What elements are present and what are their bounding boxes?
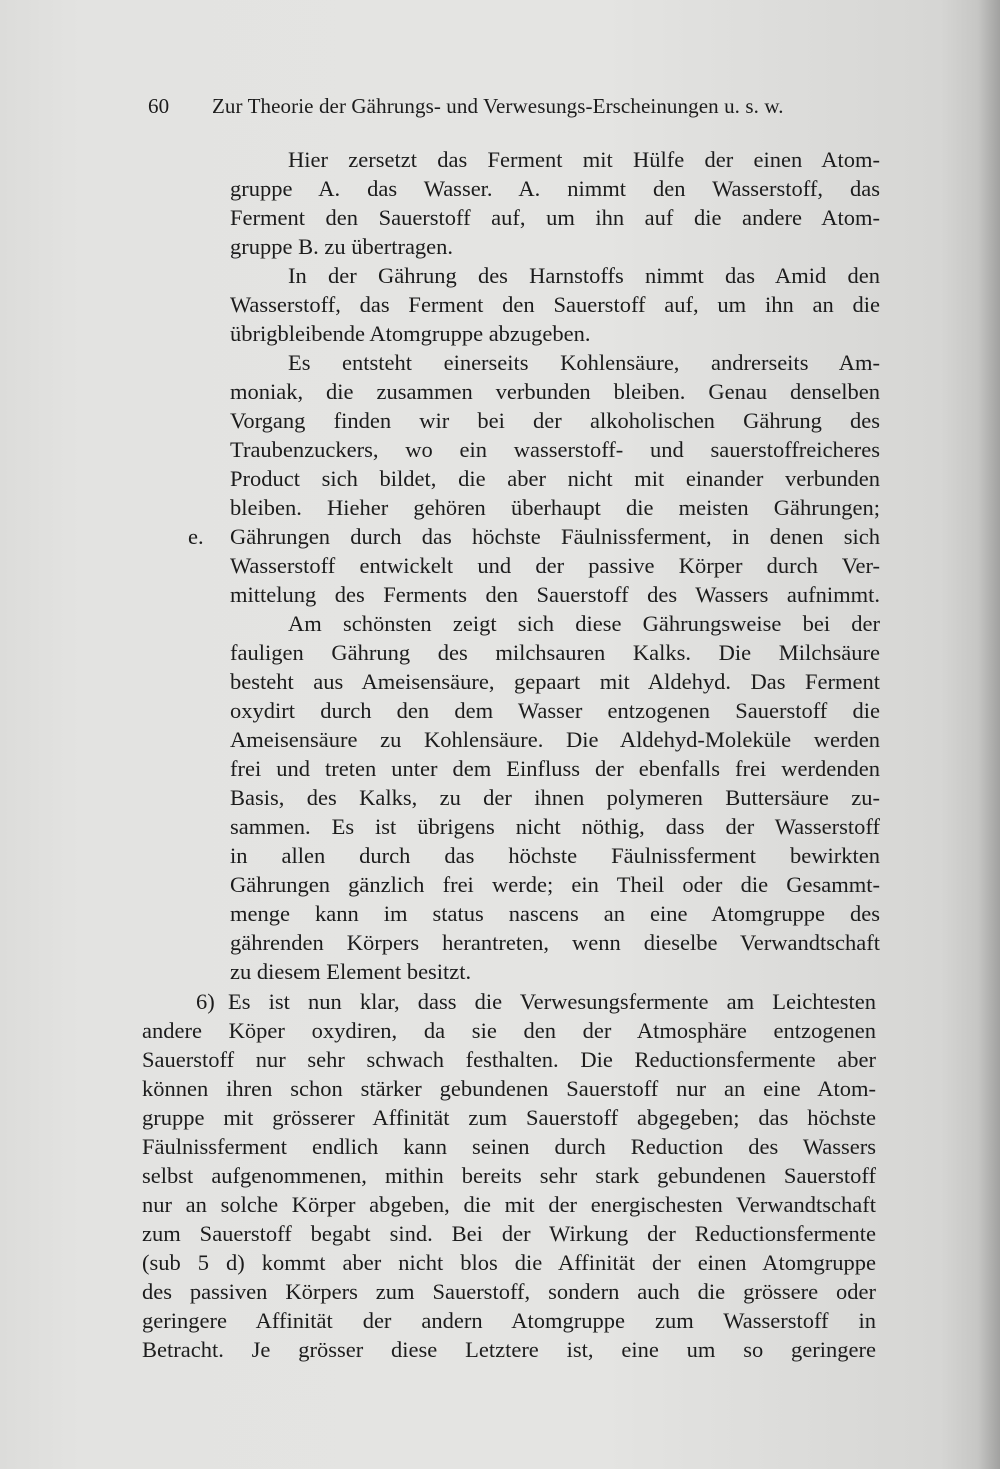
text-line: oxydirt durch den dem Wasser entzogenen Sauerstoff die: [230, 698, 880, 723]
text-line: fauligen Gährung des milchsauren Kalks. Die Milchsäure: [230, 640, 880, 665]
text-line: Product sich bildet, die aber nicht mit einander verbunden: [230, 466, 880, 491]
list-marker-6: 6): [196, 989, 215, 1014]
text-line: moniak, die zusammen verbunden bleiben. Genau denselben: [230, 379, 880, 404]
text-line: sammen. Es ist übrigens nicht nöthig, dass der Wasserstoff: [230, 814, 880, 839]
text-line: Basis, des Kalks, zu der ihnen polymeren Buttersäure zu-: [230, 785, 880, 810]
text-line: Fäulnissferment endlich kann seinen durch Reduction des Wassers: [142, 1134, 876, 1159]
text-line: gruppe mit grösserer Affinität zum Sauerstoff abgegeben; das höchste: [142, 1105, 876, 1130]
text-line: nur an solche Körper abgeben, die mit der energischesten Verwandtschaft: [142, 1192, 876, 1217]
text-line: Ferment den Sauerstoff auf, um ihn auf die andere Atom-: [230, 205, 880, 230]
text-line: andere Köper oxydiren, da sie den der Atmosphäre entzogenen: [142, 1018, 876, 1043]
text-line: zum Sauerstoff begabt sind. Bei der Wirkung der Reductionsfermente: [142, 1221, 876, 1246]
page-edge-shadow: [978, 0, 1000, 1469]
text-line: Traubenzuckers, wo ein wasserstoff- und sauerstoffreicheres: [230, 437, 880, 462]
text-line: Gährungen gänzlich frei werde; ein Theil oder die Gesammt-: [230, 872, 880, 897]
text-line: des passiven Körpers zum Sauerstoff, sondern auch die grössere oder: [142, 1279, 876, 1304]
text-line: gährenden Körpers herantreten, wenn dieselbe Verwandtschaft: [230, 930, 880, 955]
text-line: in allen durch das höchste Fäulnissferment bewirkten: [230, 843, 880, 868]
text-line: frei und treten unter dem Einfluss der ebenfalls frei werdenden: [230, 756, 880, 781]
page-header: [148, 94, 828, 124]
text-line: Wasserstoff, das Ferment den Sauerstoff auf, um ihn an die: [230, 292, 880, 317]
text-line: Es ist nun klar, dass die Verwesungsfermente am Leichtesten: [228, 989, 876, 1014]
text-line: gruppe A. das Wasser. A. nimmt den Wasserstoff, das: [230, 176, 880, 201]
page-number: 60: [148, 94, 170, 118]
text-line: zu diesem Element besitzt.: [230, 959, 472, 984]
text-line: Hier zersetzt das Ferment mit Hülfe der einen Atom-: [288, 147, 880, 172]
text-line: Betracht. Je grösser diese Letztere ist, eine um so geringere: [142, 1337, 876, 1362]
text-line: In der Gährung des Harnstoffs nimmt das Amid den: [288, 263, 880, 288]
text-line: gruppe B. zu übertragen.: [230, 234, 454, 259]
text-line: Vorgang finden wir bei der alkoholischen Gährung des: [230, 408, 880, 433]
text-line: Es entsteht einerseits Kohlensäure, andrerseits Am-: [288, 350, 880, 375]
text-line: Gährungen durch das höchste Fäulnissferment, in denen sich: [230, 524, 880, 549]
running-title: Zur Theorie der Gährungs- und Verwesungs-Erscheinungen u. s. w.: [212, 94, 784, 118]
text-line: übrigbleibende Atomgruppe abzugeben.: [230, 321, 591, 346]
text-line: Wasserstoff entwickelt und der passive Körper durch Ver-: [230, 553, 880, 578]
text-line: Am schönsten zeigt sich diese Gährungsweise bei der: [288, 611, 880, 636]
text-line: Sauerstoff nur sehr schwach festhalten. Die Reductionsfermente aber: [142, 1047, 876, 1072]
text-line: bleiben. Hieher gehören überhaupt die meisten Gährungen;: [230, 495, 880, 520]
text-line: Ameisensäure zu Kohlensäure. Die Aldehyd-Moleküle werden: [230, 727, 880, 752]
text-line: mittelung des Ferments den Sauerstoff des Wassers aufnimmt.: [230, 582, 880, 607]
text-line: (sub 5 d) kommt aber nicht blos die Affinität der einen Atomgruppe: [142, 1250, 876, 1275]
text-line: besteht aus Ameisensäure, gepaart mit Aldehyd. Das Ferment: [230, 669, 880, 694]
text-line: selbst aufgenommenen, mithin bereits sehr stark gebundenen Sauerstoff: [142, 1163, 876, 1188]
list-marker-e: e.: [188, 524, 204, 549]
text-line: geringere Affinität der andern Atomgruppe zum Wasserstoff in: [142, 1308, 876, 1333]
text-line: menge kann im status nascens an eine Atomgruppe des: [230, 901, 880, 926]
text-line: können ihren schon stärker gebundenen Sauerstoff nur an eine Atom-: [142, 1076, 876, 1101]
